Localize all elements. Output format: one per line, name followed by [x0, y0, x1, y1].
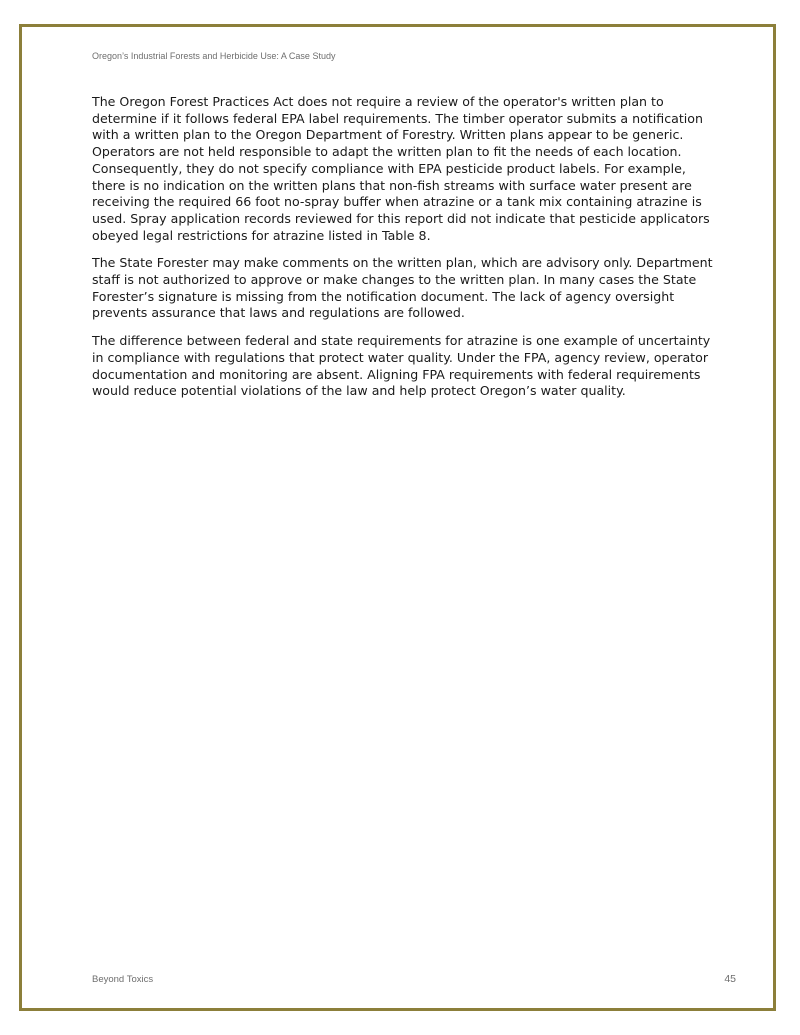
footer-organization: Beyond Toxics — [92, 974, 154, 985]
document-body — [92, 94, 714, 411]
paragraph-2: The State Forester may make comments on the written plan, which are advisory only. Department staff is not authorized to approve or make changes to the written plan. In many cases the State Forester’s signature is missing from the notification document. The lack of agency oversight prevents assurance that laws and regulations are followed. — [92, 255, 713, 321]
page-number: 45 — [724, 973, 736, 985]
running-header: Oregon’s Industrial Forests and Herbicide Use: A Case Study — [92, 51, 336, 61]
paragraph-3: The difference between federal and state requirements for atrazine is one example of uncertainty in compliance with regulations that protect water quality. Under the FPA, agency review, operator documentation and monitoring are absent. Aligning FPA requirements with federal requirements would reduce potential violations of the law and help protect Oregon’s water quality. — [92, 333, 711, 399]
paragraph-1: The Oregon Forest Practices Act does not require a review of the operator's written plan to determine if it follows federal EPA label requirements. The timber operator submits a notification with a written plan to the Oregon Department of Forestry. Written plans appear to be generic. Operators are not held responsible to adapt the written plan to fit the needs of each location. Consequently, they do not specify compliance with EPA pesticide product labels. For example, there is no indication on the written plans that non-fish streams with surface water present are receiving the required 66 foot no-spray buffer when atrazine or a tank mix containing atrazine is used. Spray application records reviewed for this report did not indicate that pesticide applicators obeyed legal restrictions for atrazine listed in Table 8. — [92, 94, 710, 243]
